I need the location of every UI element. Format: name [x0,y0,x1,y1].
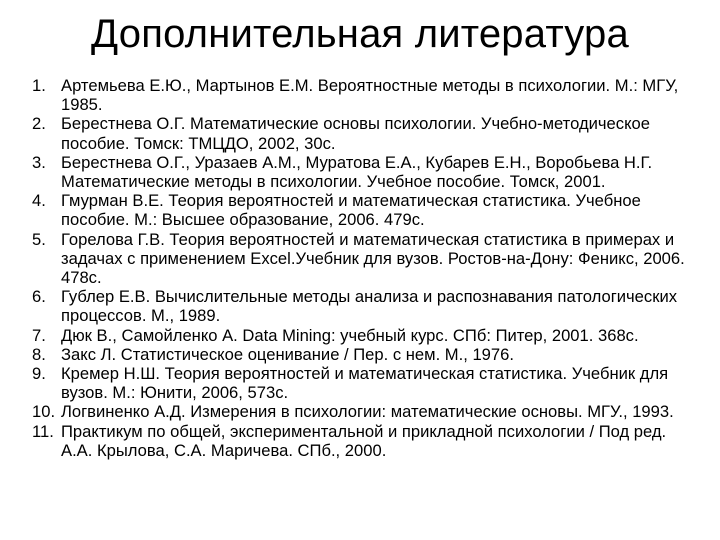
reference-item-5 [32,230,702,288]
reference-item-3 [32,153,702,191]
reference-text: Берестнева О.Г., Уразаев А.М., Муратова Е.А., Кубарев Е.Н., Воробьева Н.Г. Математические методы в психологии. Учебное пособие. Томск, 2001. [61,152,653,192]
reference-number: 8. [32,344,46,364]
reference-item-11 [32,422,702,460]
reference-number: 7. [32,325,46,345]
slide-title: Дополнительная литература [91,12,629,56]
reference-text: Закс Л. Статистическое оценивание / Пер. с нем. М., 1976. [61,344,514,364]
reference-text: Артемьева Е.Ю., Мартынов Е.М. Вероятностные методы в психологии. М.: МГУ, 1985. [61,76,679,115]
reference-text: Горелова Г.В. Теория вероятностей и математическая статистика в примерах и задачах с применением Excel.Учебник для вузов. Ростов-на-Дону: Феникс, 2006. 478с. [61,229,685,288]
reference-text: Дюк В., Самойленко А. Data Mining: учебный курс. СПб: Питер, 2001. 368с. [61,325,639,345]
reference-text: Гмурман В.Е. Теория вероятностей и математическая статистика. Учебное пособие. М.: Высшее образование, 2006. 479с. [61,191,641,230]
reference-text: Логвиненко А.Д. Измерения в психологии: математические основы. МГУ., 1993. [61,402,674,422]
reference-item-9 [32,364,702,402]
reference-number: 10. [32,402,56,422]
reference-text: Практикум по общей, экспериментальной и прикладной психологии / Под ред. А.А. Крылова, С.А. Маричева. СПб., 2000. [61,421,667,460]
reference-number: 11. [32,421,54,441]
reference-number: 3. [32,152,46,172]
reference-number: 5. [32,229,46,249]
reference-text: Кремер Н.Ш. Теория вероятностей и математическая статистика. Учебник для вузов. М.: Юнити, 2006, 573с. [61,364,669,403]
reference-item-8 [32,345,702,364]
reference-number: 9. [32,364,46,384]
reference-list [32,76,702,460]
reference-item-6 [32,287,702,325]
reference-item-7 [32,326,702,345]
reference-item-10 [32,402,702,421]
reference-number: 1. [32,76,46,95]
reference-text: Берестнева О.Г. Математические основы психологии. Учебно-методическое пособие. Томск: ТМЦДО, 2002, 30с. [61,114,650,153]
reference-number: 2. [32,114,46,134]
reference-item-1 [32,76,702,114]
reference-number: 6. [32,287,46,307]
reference-text: Гублер Е.В. Вычислительные методы анализа и распознавания патологических процессов. М., 1989. [61,287,678,326]
reference-number: 4. [32,191,46,211]
reference-item-2 [32,114,702,152]
reference-item-4 [32,191,702,229]
